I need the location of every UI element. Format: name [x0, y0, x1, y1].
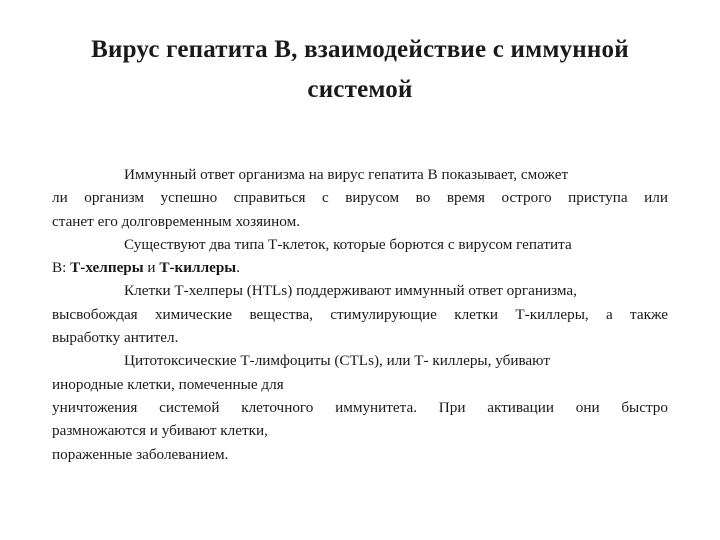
term-t-killers: Т-киллеры	[159, 259, 237, 277]
paragraph-t-cell-types	[52, 233, 668, 280]
paragraph-line: Существуют два типа Т-клеток, которые борются с вирусом гепатита	[124, 235, 572, 253]
term-t-helpers: Т-хелперы	[70, 259, 144, 277]
paragraph-line: пораженные заболеванием.	[52, 445, 229, 463]
paragraph-ctl	[52, 349, 668, 465]
slide-title-line-2: системой	[307, 76, 413, 103]
text-fragment: В:	[52, 259, 71, 277]
paragraph-line: Цитотоксические Т-лимфоциты (CTLs), или Т- киллеры, убивают	[124, 352, 550, 370]
slide-body	[52, 163, 668, 466]
paragraph-line	[52, 256, 668, 279]
paragraph-immune-response	[52, 163, 668, 233]
paragraph-line: инородные клетки, помеченные для	[52, 375, 284, 393]
paragraph-line: размножаются и убивают клетки,	[52, 422, 268, 440]
paragraph-line: уничтожения системой клеточного иммунитета. При активации они быстро	[52, 398, 668, 416]
paragraph-line: станет его долговременным хозяином.	[52, 212, 301, 230]
paragraph-line: высвобождая химические вещества, стимулирующие клетки Т-киллеры, а также	[52, 305, 668, 323]
text-fragment: и	[143, 259, 160, 277]
paragraph-line: выработку антител.	[52, 329, 179, 347]
paragraph-line: ли организм успешно справиться с вирусом во время острого приступа или	[52, 189, 668, 207]
paragraph-line: Клетки Т-хелперы (HTLs) поддерживают иммунный ответ организма,	[124, 282, 577, 300]
slide-title	[40, 30, 680, 110]
slide-title-line-1: Вирус гепатита В, взаимодействие с иммунной	[91, 36, 629, 63]
text-fragment: .	[236, 259, 240, 277]
paragraph-t-helpers	[52, 279, 668, 349]
paragraph-line: Иммунный ответ организма на вирус гепатита В показывает, сможет	[124, 166, 569, 183]
